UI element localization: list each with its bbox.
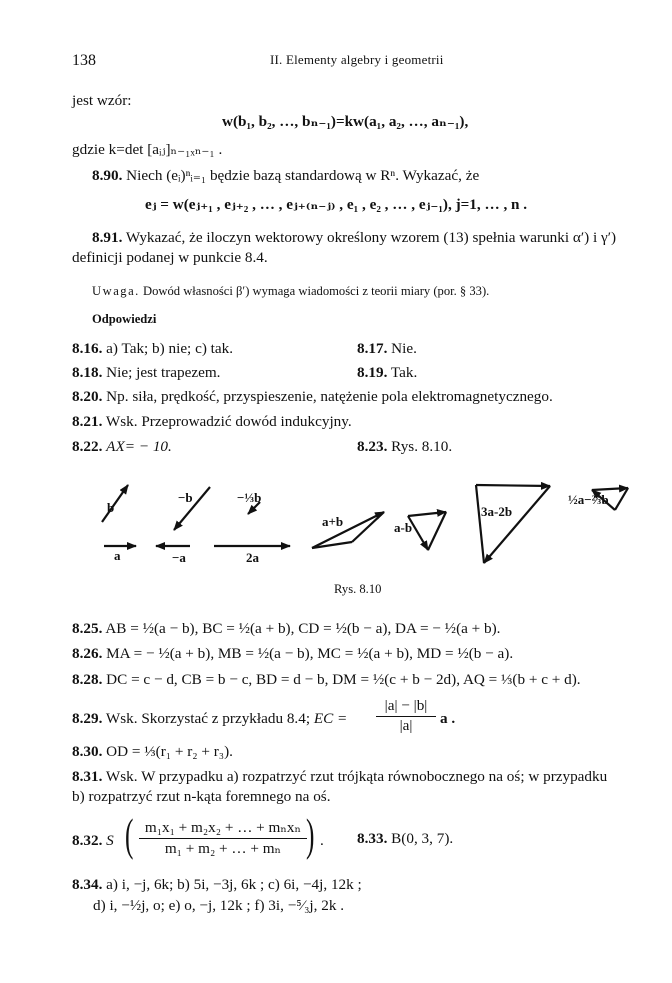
triangle2-a (408, 512, 446, 516)
remark-text: Dowód własności β′) wymaga wiadomości z teorii miary (por. § 33). (142, 284, 490, 298)
label-combo: ½a−⅔b (568, 492, 609, 507)
answer-number: 8.22. (72, 438, 103, 455)
answer-8-26 (72, 645, 513, 663)
answer-8-32 (72, 832, 114, 850)
answer-text: DC = c − d, CB = b − c, BD = d − b, DM = ½(c + b − 2d), AQ = ⅓(b + c + d). (106, 671, 581, 688)
problem-8-91 (92, 229, 616, 247)
label-2a: 2a (246, 550, 259, 565)
answer-number: 8.20. (72, 388, 103, 405)
answer-number: 8.18. (72, 364, 103, 381)
answer-8-22 (72, 438, 172, 456)
figure-8-10 (90, 470, 650, 580)
fraction-denominator: m₁ + m₂ + … + mₙ (164, 840, 282, 857)
fraction-denominator: |a| (399, 717, 413, 734)
fraction-numerator: |a| − |b| (376, 697, 436, 717)
label-a-plus-b: a+b (322, 514, 344, 529)
triangle4-a (592, 488, 628, 490)
answer-8-18 (72, 364, 220, 382)
intro-k-line: gdzie k=det [aᵢⱼ]ₙ₋₁ₓₙ₋₁ . (72, 141, 223, 158)
answer-number: 8.34. (72, 876, 103, 893)
answer-8-32-fraction (139, 818, 307, 858)
triangle3-3a-2b (484, 486, 550, 563)
answer-8-34-cont: d) i, −½j, o; e) o, −j, 12k ; f) 3i, −⁵⁄₃j, 2k . (93, 897, 345, 914)
answer-8-21 (72, 413, 352, 431)
label-a: a (114, 548, 121, 563)
triangle4-b (615, 488, 628, 510)
triangle1-b (352, 512, 384, 542)
answer-8-32-tail: . (320, 832, 324, 849)
answer-text: Nie; jest trapezem. (106, 364, 221, 381)
answer-text: a) Tak; b) nie; c) tak. (106, 340, 234, 357)
answer-number: 8.28. (72, 671, 103, 688)
answer-8-31 (72, 768, 607, 786)
answer-number: 8.23. (357, 438, 388, 455)
problem-number: 8.90. (92, 167, 123, 184)
answer-8-20 (72, 388, 553, 406)
formula-w: w(b₁, b₂, …, bₙ₋₁)=kw(a₁, a₂, …, aₙ₋₁), (222, 113, 469, 130)
label-neg-b: −b (178, 490, 193, 505)
answer-text: AB = ½(a − b), BC = ½(a + b), CD = ½(b − a), DA = − ½(a + b). (105, 620, 501, 637)
answer-number: 8.32. (72, 832, 103, 849)
remark (92, 284, 489, 299)
answer-8-25 (72, 620, 500, 638)
answer-8-23 (357, 438, 452, 456)
answer-text: Wsk. Skorzystać z przykładu 8.4; (105, 710, 311, 727)
answer-text: Np. siła, prędkość, przyspieszenie, natężenie pola elektromagnetycznego. (106, 388, 553, 405)
running-title: II. Elementy algebry i geometrii (270, 52, 444, 67)
triangle3-top (476, 485, 550, 486)
answer-text: Nie. (391, 340, 417, 357)
triangle2-b (428, 512, 446, 550)
answer-text: Wsk. Przeprowadzić dowód indukcyjny. (105, 413, 352, 430)
answer-number: 8.33. (357, 830, 388, 847)
problem-8-90-formula: eⱼ = w(eⱼ₊₁ , eⱼ₊₂ , … , eⱼ₊₍ₙ₋ⱼ₎ , e₁ , e₂ , … , eⱼ₋₁), j=1, … , n . (145, 196, 528, 213)
answer-number: 8.31. (72, 768, 103, 785)
answer-8-29-fraction (376, 697, 436, 735)
label-neg-a: −a (172, 550, 186, 565)
answer-8-28 (72, 671, 581, 689)
problem-8-90 (92, 166, 479, 185)
answers-heading: Odpowiedzi (92, 312, 157, 326)
paren-left: ( (125, 809, 134, 860)
answer-number: 8.21. (72, 413, 103, 430)
vector-b (102, 485, 128, 522)
answer-8-33 (357, 830, 453, 848)
fraction-numerator: m₁x₁ + m₂x₂ + … + mₙxₙ (139, 818, 307, 839)
answer-number: 8.17. (357, 340, 388, 357)
ec-label: EC = (313, 710, 348, 727)
answer-text: MA = − ½(a + b), MB = ½(a − b), MC = ½(a + b), MD = ½(b − a). (106, 645, 514, 662)
answer-8-30 (72, 743, 233, 761)
answer-number: 8.26. (72, 645, 103, 662)
answer-text: Tak. (390, 364, 418, 381)
problem-8-91-cont: definicji podanej w punkcie 8.4. (72, 249, 268, 266)
page-number: 138 (72, 52, 96, 69)
intro-text: jest wzór: (72, 92, 132, 109)
label-neg-third-b: −⅓b (237, 490, 262, 505)
answer-text: B(0, 3, 7). (391, 830, 454, 847)
answer-text: Rys. 8.10. (391, 438, 453, 455)
answer-8-29 (72, 710, 347, 728)
problem-text: Niech (eᵢ)ⁿᵢ₌₁ będzie bazą standardową w Rⁿ. Wykazać, że (126, 167, 480, 184)
answer-number: 8.16. (72, 340, 103, 357)
answer-number: 8.19. (357, 364, 388, 381)
remark-label: Uwaga. (92, 284, 140, 298)
label-3a-2b: 3a-2b (481, 504, 513, 519)
answer-8-16 (72, 340, 233, 358)
answer-8-34 (72, 876, 362, 894)
answer-text: Wsk. W przypadku a) rozpatrzyć rzut trójkąta równobocznego na oś; w przypadku (105, 768, 608, 785)
answer-s: S (106, 832, 114, 849)
answer-text: AX= − 10. (106, 438, 172, 455)
answer-number: 8.25. (72, 620, 103, 637)
answer-text: OD = ⅓(r₁ + r₂ + r₃). (106, 743, 233, 760)
answer-8-17 (357, 340, 417, 358)
answer-text: a) i, −j, 6k; b) 5i, −3j, 6k ; c) 6i, −4j, 12k ; (106, 876, 362, 893)
label-b: b (107, 500, 115, 515)
answer-8-31-cont: b) rozpatrzyć rzut n-kąta foremnego na oś. (72, 788, 331, 805)
answer-8-29-tail: a . (440, 710, 456, 727)
problem-number: 8.91. (92, 229, 123, 246)
answer-number: 8.29. (72, 710, 103, 727)
paren-right: ) (306, 809, 315, 860)
answer-number: 8.30. (72, 743, 103, 760)
figure-caption: Rys. 8.10 (334, 582, 382, 596)
problem-text: Wykazać, że iloczyn wektorowy określony wzorem (13) spełnia warunki α′) i γ′) (125, 229, 617, 246)
triangle3-left (476, 485, 484, 563)
label-a-minus-b: a-b (394, 520, 413, 535)
answer-8-19 (357, 364, 417, 382)
